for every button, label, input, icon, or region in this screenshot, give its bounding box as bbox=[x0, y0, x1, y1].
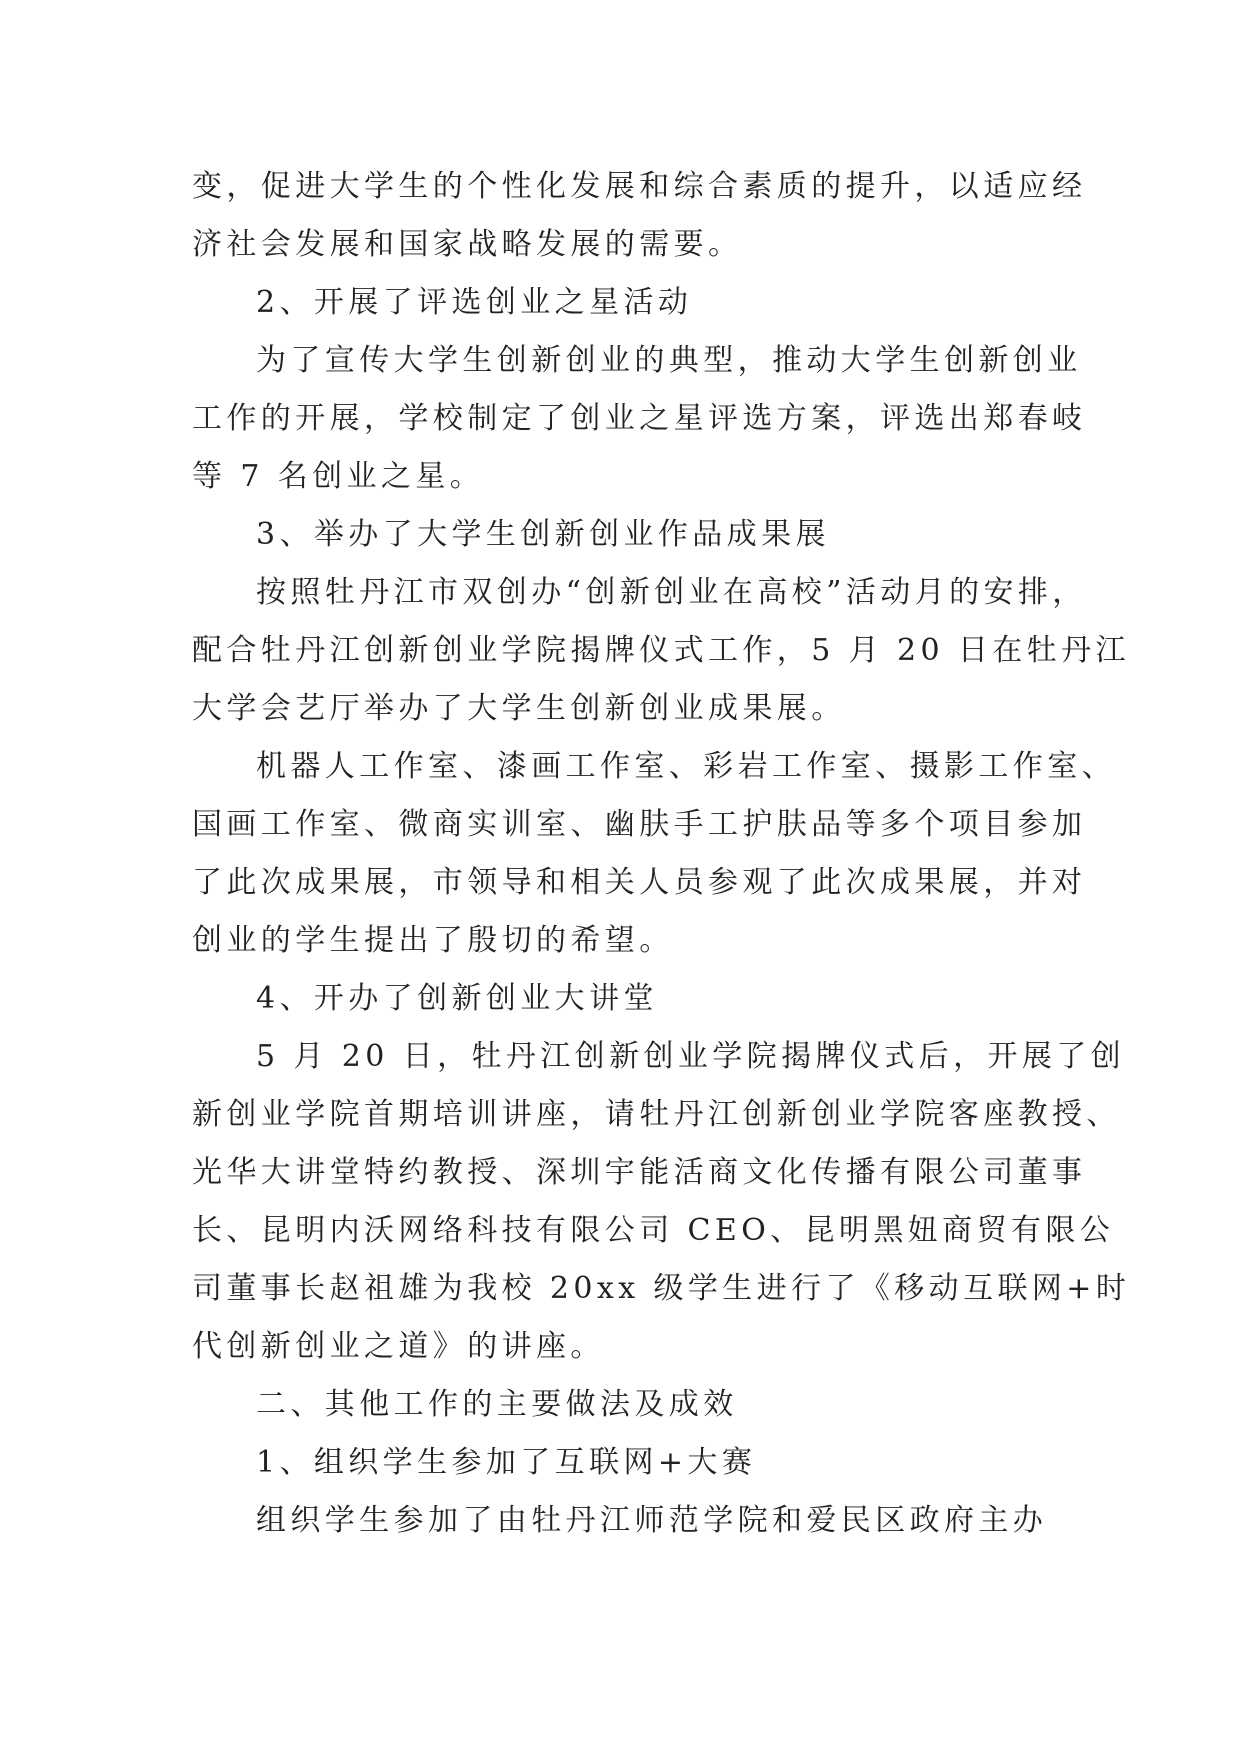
text-line: 工作的开展，学校制定了创业之星评选方案，评选出郑春岐 bbox=[192, 401, 1087, 436]
section-heading bbox=[192, 274, 1052, 332]
text-line: 了此次成果展，市领导和相关人员参观了此次成果展，并对 bbox=[192, 865, 1087, 900]
text-line: 创业的学生提出了殷切的希望。 bbox=[192, 923, 674, 958]
text-line: 代创新创业之道》的讲座。 bbox=[192, 1329, 605, 1364]
paragraph bbox=[192, 1492, 1052, 1550]
heading-line: 3、举办了大学生创新创业作品成果展 bbox=[256, 517, 830, 552]
paragraph bbox=[192, 564, 1130, 738]
text-line: 司董事长赵祖雄为我校 20xx 级学生进行了《移动互联网+时 bbox=[192, 1271, 1131, 1306]
section-heading bbox=[192, 506, 1052, 564]
section-heading bbox=[192, 1376, 1052, 1434]
text-line: 长、昆明内沃网络科技有限公司 CEO、昆明黑妞商贸有限公 bbox=[192, 1213, 1115, 1248]
text-line: 组织学生参加了由牡丹江师范学院和爱民区政府主办 bbox=[256, 1503, 1048, 1538]
paragraph bbox=[192, 1028, 1131, 1376]
text-line: 配合牡丹江创新创业学院揭牌仪式工作，5 月 20 日在牡丹江 bbox=[192, 633, 1130, 668]
paragraph-continuation bbox=[192, 158, 1087, 274]
text-line: 5 月 20 日，牡丹江创新创业学院揭牌仪式后，开展了创 bbox=[256, 1039, 1126, 1074]
text-line: 为了宣传大学生创新创业的典型，推动大学生创新创业 bbox=[256, 343, 1082, 378]
heading-line: 1、组织学生参加了互联网+大赛 bbox=[256, 1445, 757, 1480]
section-heading bbox=[192, 1434, 1052, 1492]
text-line: 等 7 名创业之星。 bbox=[192, 459, 485, 494]
text-line: 光华大讲堂特约教授、深圳宇能活商文化传播有限公司董事 bbox=[192, 1155, 1087, 1190]
text-line: 机器人工作室、漆画工作室、彩岩工作室、摄影工作室、 bbox=[256, 749, 1116, 784]
text-line: 变，促进大学生的个性化发展和综合素质的提升，以适应经 bbox=[192, 169, 1087, 204]
heading-line: 4、开办了创新创业大讲堂 bbox=[256, 981, 658, 1016]
text-line: 济社会发展和国家战略发展的需要。 bbox=[192, 227, 743, 262]
paragraph bbox=[192, 738, 1116, 970]
text-line: 大学会艺厅举办了大学生创新创业成果展。 bbox=[192, 691, 846, 726]
heading-line: 2、开展了评选创业之星活动 bbox=[256, 285, 693, 320]
text-line: 按照牡丹江市双创办“创新创业在高校”活动月的安排， bbox=[256, 575, 1087, 610]
document-body bbox=[192, 158, 1131, 1550]
heading-line: 二、其他工作的主要做法及成效 bbox=[256, 1387, 738, 1422]
paragraph bbox=[192, 332, 1087, 506]
text-line: 国画工作室、微商实训室、幽肤手工护肤品等多个项目参加 bbox=[192, 807, 1087, 842]
section-heading bbox=[192, 970, 1052, 1028]
text-line: 新创业学院首期培训讲座，请牡丹江创新创业学院客座教授、 bbox=[192, 1097, 1121, 1132]
